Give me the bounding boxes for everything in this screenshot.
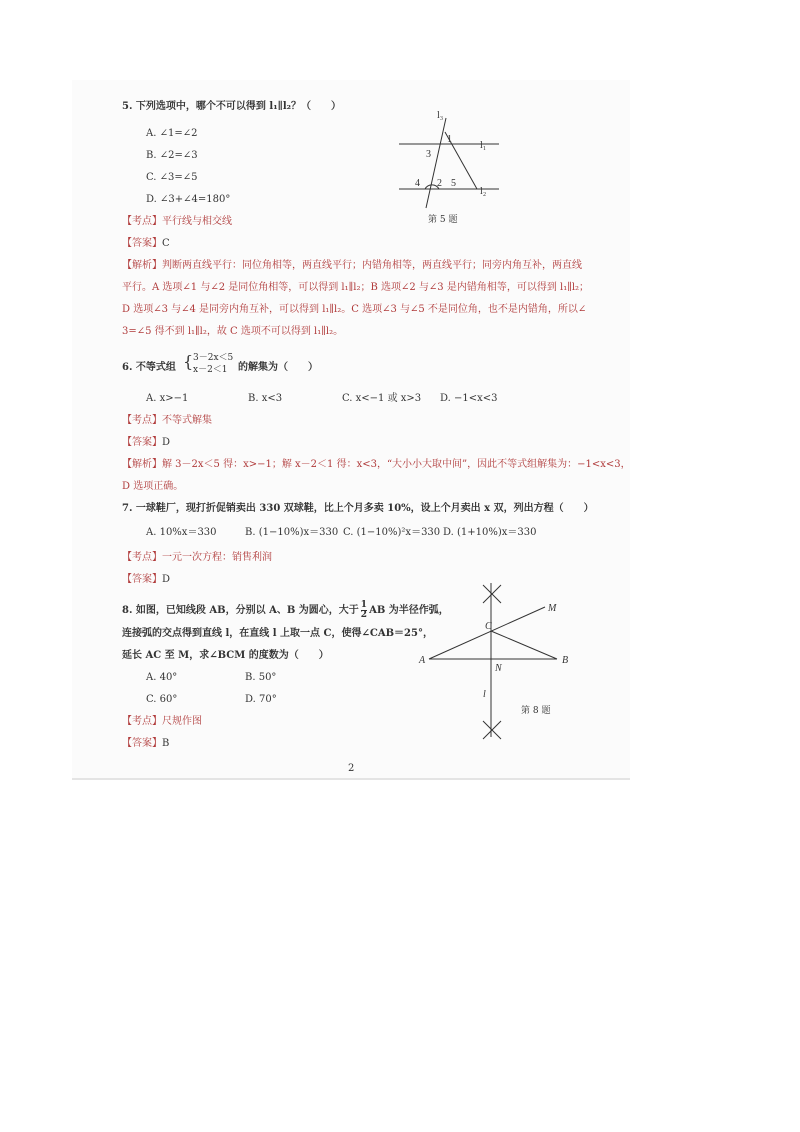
q7-option-b: B. (1−10%)x＝330 — [245, 527, 339, 538]
q8-option-c: C. 60° — [146, 694, 178, 705]
q8-answer — [122, 737, 169, 750]
q5-option-c: C. ∠3=∠5 — [146, 172, 198, 183]
analysis-tag: 【解析】 — [122, 459, 162, 470]
analysis-text: 判断两直线平行：同位角相等，两直线平行；内错角相等，两直线平行；同旁内角互补，两直线 — [162, 260, 582, 271]
q8-stem1-pre: 8. 如图，已知线段 AB，分别以 A、B 为圆心，大于 — [122, 605, 359, 616]
q5-analysis-line-1 — [122, 259, 582, 272]
q6-option-c: C. x<−1 或 x>3 — [342, 393, 422, 404]
kaodian-tag: 【考点】 — [122, 216, 162, 227]
answer-tag: 【答案】 — [122, 738, 162, 749]
kaodian-text: 不等式解集 — [162, 415, 212, 426]
q5-analysis-line-4: 3=∠5 得不到 l₁∥l₂，故 C 选项不可以得到 l₁∥l₂。 — [122, 326, 344, 337]
label-b: B — [562, 655, 569, 666]
label-l3: l₃ — [437, 110, 444, 121]
kaodian-text: 平行线与相交线 — [162, 216, 232, 227]
q5-answer — [122, 237, 170, 250]
q6-kaodian — [122, 414, 212, 427]
line-l3 — [426, 118, 446, 208]
q5-figure-caption: 第 5 题 — [428, 215, 458, 225]
q8-figure — [415, 575, 590, 745]
q8-stem-line-2: 连接弧的交点得到直线 l，在直线 l 上取一点 C，使得∠CAB＝25°， — [122, 628, 433, 639]
answer-tag: 【答案】 — [122, 437, 162, 448]
q5-stem: 5. 下列选项中，哪个不可以得到 l₁∥l₂？（ ） — [122, 101, 342, 112]
answer-text: B — [162, 738, 170, 749]
page-number: 2 — [348, 763, 355, 774]
q8-option-b: B. 50° — [245, 672, 277, 683]
label-angle-4: 4 — [415, 178, 420, 189]
q8-fraction — [361, 601, 367, 620]
label-l2: l₂ — [480, 186, 487, 197]
label-angle-1: 1 — [447, 134, 452, 145]
label-angle-5: 5 — [451, 178, 456, 189]
q5-option-b: B. ∠2=∠3 — [146, 150, 198, 161]
q8-option-a: A. 40° — [146, 672, 178, 683]
answer-tag: 【答案】 — [122, 238, 162, 249]
q7-stem: 7. 一球鞋厂，现打折促销卖出 330 双球鞋，比上个月多卖 10%，设上个月卖出 x 双，列出方程（ ） — [122, 503, 594, 514]
q5-analysis-line-3: D 选项∠3 与∠4 是同旁内角互补，可以得到 l₁∥l₂。C 选项∠3 与∠5 不是同位角，也不是内错角，所以∠ — [122, 304, 587, 315]
answer-text: C — [162, 238, 170, 249]
label-m: M — [548, 603, 557, 614]
q8-kaodian — [122, 715, 202, 728]
q7-answer — [122, 573, 170, 586]
label-angle-2: 2 — [437, 178, 442, 189]
label-a: A — [419, 655, 426, 666]
label-l1: l₁ — [480, 140, 487, 151]
kaodian-tag: 【考点】 — [122, 552, 162, 563]
q6-brace: { — [183, 352, 194, 371]
answer-text: D — [162, 437, 171, 448]
label-l: l — [483, 689, 486, 700]
q6-analysis-line-2: D 选项正确。 — [122, 481, 184, 492]
q6-system-line-2: x－2＜1 — [193, 365, 228, 375]
fraction-numerator: 1 — [360, 600, 368, 610]
q7-option-c: C. (1−10%)²x＝330 — [343, 527, 441, 538]
analysis-text: 解 3－2x＜5 得：x>−1；解 x－2＜1 得：x<3，“大小小大取中间”，因此不等式组解集为：−1<x<3， — [162, 459, 631, 470]
q8-option-d: D. 70° — [245, 694, 277, 705]
q6-option-d: D. −1<x<3 — [440, 393, 498, 404]
q6-answer — [122, 436, 170, 449]
q6-system-line-1: 3－2x＜5 — [193, 353, 234, 363]
q5-analysis-line-2: 平行。A 选项∠1 与∠2 是同位角相等，可以得到 l₁∥l₂；B 选项∠2 与∠3 是内错角相等，可以得到 l₁∥l₂； — [122, 282, 590, 293]
label-angle-3: 3 — [426, 149, 431, 160]
page-edge — [72, 778, 630, 780]
q6-stem-post: 的解集为（ ） — [238, 362, 318, 373]
segment-cb — [491, 631, 557, 659]
q6-option-a: A. x>−1 — [146, 393, 189, 404]
kaodian-tag: 【考点】 — [122, 716, 162, 727]
answer-text: D — [162, 574, 171, 585]
fraction-denominator: 2 — [360, 610, 368, 620]
ray-am — [429, 607, 545, 659]
q6-stem-pre: 6. 不等式组 — [122, 362, 176, 373]
q7-option-d: D. (1+10%)x＝330 — [443, 527, 537, 538]
q8-stem-line-3: 延长 AC 至 M，求∠BCM 的度数为（ ） — [122, 650, 329, 661]
q5-kaodian — [122, 215, 232, 228]
q7-kaodian — [122, 551, 272, 564]
q5-option-a: A. ∠1=∠2 — [146, 128, 198, 139]
q8-stem-line-1 — [122, 601, 449, 620]
analysis-tag: 【解析】 — [122, 260, 162, 271]
q8-figure-caption: 第 8 题 — [521, 706, 551, 716]
answer-tag: 【答案】 — [122, 574, 162, 585]
q5-option-d: D. ∠3+∠4=180° — [146, 194, 231, 205]
label-n: N — [495, 663, 502, 674]
q5-figure — [395, 108, 505, 228]
q6-option-b: B. x<3 — [248, 393, 283, 404]
q8-stem1-post: AB 为半径作弧， — [369, 605, 449, 616]
label-c: C — [485, 621, 492, 632]
kaodian-tag: 【考点】 — [122, 415, 162, 426]
q6-analysis-line-1 — [122, 458, 631, 471]
q7-option-a: A. 10%x＝330 — [146, 527, 217, 538]
kaodian-text: 一元一次方程：销售利润 — [162, 552, 272, 563]
kaodian-text: 尺规作图 — [162, 716, 202, 727]
